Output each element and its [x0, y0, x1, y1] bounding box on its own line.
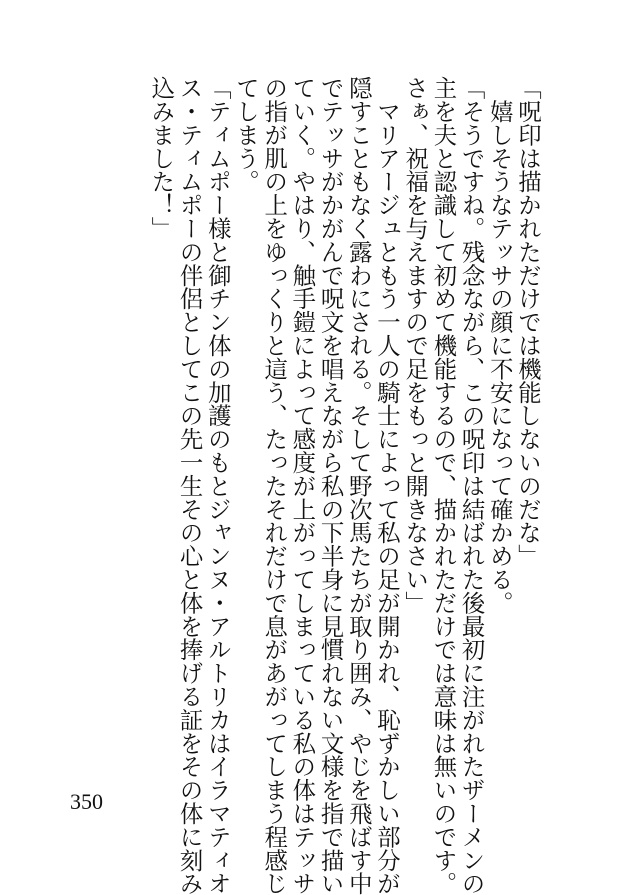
text-line: の指が肌の上をゆっくりと這う、たったそれだけで息があがってしまう程感じ	[260, 76, 289, 895]
text-line: 「ティムポー様と御チン体の加護のもとジャンヌ・アルトリカはイラマティオ	[203, 76, 232, 895]
text-line: てしまう。	[231, 76, 260, 193]
text-line: 隠すこともなく露わにされる。そして野次馬たちが取り囲み、やじを飛ばす中	[344, 76, 373, 895]
body-text	[147, 76, 542, 895]
text-line: 主を夫と認識して初めて機能するので、描かれただけでは意味は無いのです。	[429, 76, 458, 895]
page-number: 350	[70, 789, 103, 814]
text-line: でテッサがかがんで呪文を唱えながら私の下半身に見慣れない文様を指で描い	[316, 76, 345, 895]
text-line: さぁ、祝福を与えますので足をもっと開きなさい」	[401, 76, 430, 615]
text-line: 込みました！」	[147, 76, 176, 240]
text-line: ス・ティムポーの伴侶としてこの先一生その心と体を捧げる証をその体に刻み	[175, 76, 204, 895]
text-line: 「呪印は描かれただけでは機能しないのだな」	[514, 76, 542, 568]
text-line: 「そうですね。残念ながら、この呪印は結ばれた後最初に注がれたザーメンの	[457, 76, 486, 895]
text-line: マリアージュともう一人の騎士によって私の足が開かれ、恥ずかしい部分が	[372, 76, 401, 895]
text-line: ていく。やはり、触手鎧によって感度が上がってしまっている私の体はテッサ	[288, 76, 317, 895]
text-line: 嬉しそうなテッサの顔に不安になって確かめる。	[485, 76, 514, 615]
